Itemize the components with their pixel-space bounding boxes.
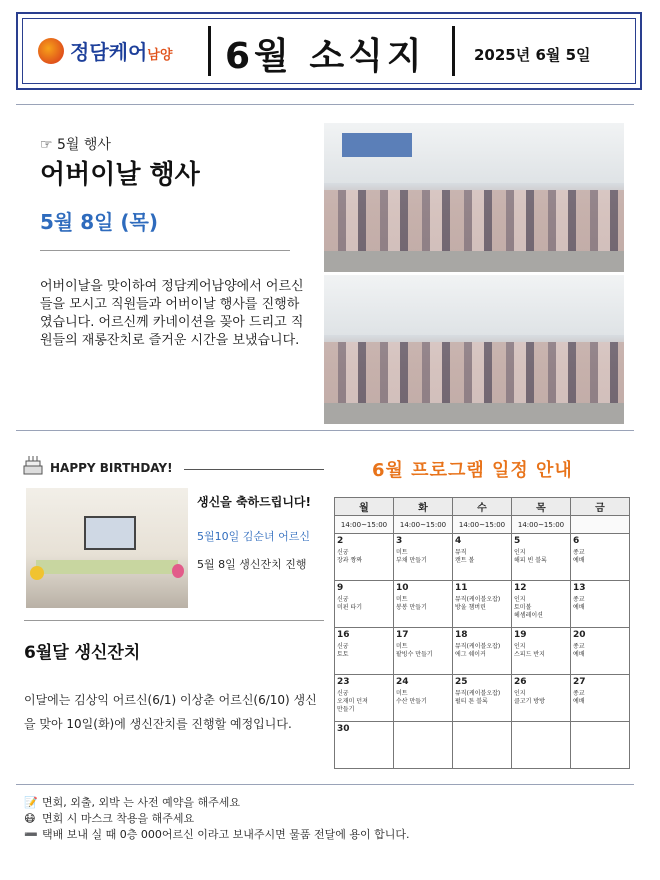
- program-name: [512, 724, 570, 727]
- calendar-day-cell: [512, 581, 571, 628]
- notice-item: [24, 826, 409, 842]
- program-time: 14:00~15:00: [512, 516, 571, 534]
- calendar-day-cell: [571, 628, 630, 675]
- day-number: 9: [337, 583, 344, 593]
- day-number: 3: [396, 536, 403, 546]
- notice-item: [24, 810, 194, 826]
- program-name: [453, 724, 511, 727]
- program-name: 미트 부채 만들기: [396, 549, 427, 564]
- calendar-day-cell: [453, 581, 512, 628]
- event-date-underline: [40, 250, 290, 251]
- event-title: 어버이날 행사: [40, 160, 200, 190]
- notice-text: 면회, 외출, 외박 는 사전 예약을 해주세요: [42, 796, 240, 809]
- june-party-title: 6월달 생신잔치: [24, 643, 141, 663]
- calendar-day-cell: [335, 675, 394, 722]
- program-name: 인지 토미볼 헤셈레이션: [514, 596, 543, 619]
- logo: [70, 36, 172, 65]
- day-number: 10: [396, 583, 409, 593]
- day-number: 11: [455, 583, 468, 593]
- calendar-week-row: [335, 628, 630, 675]
- birthday-party-note: 5월 8일 생신잔치 진행: [197, 558, 307, 571]
- program-time: 14:00~15:00: [453, 516, 512, 534]
- calendar-day-cell: [335, 581, 394, 628]
- day-number: 25: [455, 677, 468, 687]
- program-name: 뮤직(케이블오잡) 에그 쉐이커: [455, 643, 501, 658]
- calendar-day-cell: [571, 581, 630, 628]
- calendar-day-cell: [394, 675, 453, 722]
- weekday-header: 화: [394, 498, 453, 516]
- schedule-calendar: [334, 497, 630, 769]
- birthday-congrats: 생신을 축하드립니다!: [197, 495, 311, 509]
- header-divider-right: [452, 26, 455, 76]
- birthday-section-rule: [24, 620, 324, 621]
- calendar-week-row: [335, 581, 630, 628]
- weekday-header: 목: [512, 498, 571, 516]
- logo-sub-text: 남양: [147, 48, 173, 63]
- dash-icon: ➖: [24, 828, 38, 841]
- day-number: 16: [337, 630, 350, 640]
- weekday-header: 금: [571, 498, 630, 516]
- program-name: 신궁 오재미 던져 만들기: [337, 690, 368, 713]
- program-name: 신궁 장과 짱짜: [337, 549, 363, 564]
- calendar-day-cell: [512, 675, 571, 722]
- newsletter-title: 6월 소식지: [225, 36, 426, 77]
- notice-text: 면회 시 마스크 착용을 해주세요: [42, 812, 195, 825]
- calendar-week-row: [335, 675, 630, 722]
- day-number: 13: [573, 583, 586, 593]
- program-name: 미트 수산 만들기: [396, 690, 427, 705]
- day-number: 5: [514, 536, 521, 546]
- event-description: 어버이날을 맞이하여 정담케어남양에서 어르신들을 모시고 직원들과 어버이날 행사를 진행하였습니다. 어르신께 카네이션을 꽂아 드리고 직원들의 재롱잔치로 즐거운 시간을 보냈습니다.: [40, 279, 304, 348]
- calendar-day-cell: [512, 722, 571, 769]
- birthday-person: 5월10일 김순녀 어르신: [197, 530, 310, 543]
- calendar-day-cell: [394, 534, 453, 581]
- calendar-day-cell: [571, 675, 630, 722]
- program-name: 종교 예배: [573, 549, 585, 564]
- notice-item: [24, 794, 240, 810]
- program-name: 미트 봉봉 만들기: [396, 596, 427, 611]
- birthday-heading: HAPPY BIRTHDAY!: [50, 461, 173, 475]
- program-name: [571, 724, 629, 727]
- section-divider-middle: [16, 430, 634, 431]
- day-number: 20: [573, 630, 586, 640]
- logo-icon: [38, 38, 64, 64]
- section-divider-top: [16, 104, 634, 105]
- program-name: [394, 724, 452, 727]
- calendar-day-cell: [453, 628, 512, 675]
- program-name: 인지 스피드 반지: [514, 643, 545, 658]
- notice-text: 택배 보내 실 때 0층 000어르신 이라고 보내주시면 물품 전달에 용이 합니다.: [42, 828, 410, 841]
- event-photo-bottom: [324, 275, 624, 424]
- day-number: 2: [337, 536, 344, 546]
- event-photo-top: [324, 123, 624, 272]
- event-date: 5월 8일 (목): [40, 210, 158, 234]
- day-number: 18: [455, 630, 468, 640]
- mask-icon: 😷: [24, 812, 36, 825]
- calendar-day-cell: [394, 628, 453, 675]
- calendar-day-cell: [394, 581, 453, 628]
- program-name: 신궁 미핀 타기: [337, 596, 363, 611]
- calendar-weekday-row: [335, 498, 630, 516]
- day-number: 23: [337, 677, 350, 687]
- day-number: 17: [396, 630, 409, 640]
- calendar-day-cell: [453, 675, 512, 722]
- calendar-week-row: [335, 534, 630, 581]
- program-time: 14:00~15:00: [394, 516, 453, 534]
- program-name: 뮤직(케이블오잡) 펄티 튼 블록: [455, 690, 501, 705]
- section-divider-bottom: [16, 784, 634, 785]
- calendar-time-row: [335, 516, 630, 534]
- day-number: 6: [573, 536, 580, 546]
- program-name: 뮤직(케이블오잡) 방울 챔버린: [455, 596, 501, 611]
- calendar-day-cell: [394, 722, 453, 769]
- calendar-day-cell: [512, 534, 571, 581]
- newsletter-date: 2025년 6월 5일: [474, 46, 591, 64]
- program-name: 종교 예배: [573, 690, 585, 705]
- calendar-day-cell: [335, 722, 394, 769]
- program-name: [335, 734, 393, 737]
- program-time: 14:00~15:00: [335, 516, 394, 534]
- day-number: 26: [514, 677, 527, 687]
- calendar-day-cell: [335, 628, 394, 675]
- may-event-label: ☞ 5월 행사: [40, 137, 111, 153]
- calendar-day-cell: [571, 534, 630, 581]
- program-name: 뮤직 캔트 볼: [455, 549, 475, 564]
- calendar-week-row: [335, 722, 630, 769]
- program-name: 신궁 토토: [337, 643, 349, 658]
- program-name: 인지 해피 빈 블록: [514, 549, 547, 564]
- program-time: [571, 516, 630, 534]
- logo-main-text: 정담케어: [70, 40, 148, 64]
- cake-icon: [22, 454, 44, 476]
- day-number: 27: [573, 677, 586, 687]
- calendar-day-cell: [335, 534, 394, 581]
- calendar-day-cell: [453, 722, 512, 769]
- birthday-photo: [26, 488, 188, 608]
- program-name: 종교 예배: [573, 643, 585, 658]
- calendar-day-cell: [512, 628, 571, 675]
- day-number: 24: [396, 677, 409, 687]
- day-number: 30: [337, 724, 350, 734]
- birthday-heading-rule: [184, 469, 324, 470]
- day-number: 19: [514, 630, 527, 640]
- weekday-header: 월: [335, 498, 394, 516]
- program-name: 인지 클고기 방방: [514, 690, 545, 705]
- weekday-header: 수: [453, 498, 512, 516]
- day-number: 4: [455, 536, 462, 546]
- program-name: 미트 팥빙수 만들기: [396, 643, 433, 658]
- june-party-description: 이달에는 김상익 어르신(6/1) 이상춘 어르신(6/10) 생신을 맞아 10일(화)에 생신잔치를 진행할 예정입니다.: [24, 693, 317, 731]
- day-number: 12: [514, 583, 527, 593]
- schedule-title: 6월 프로그램 일정 안내: [372, 460, 573, 481]
- memo-icon: 📝: [24, 796, 38, 809]
- calendar-day-cell: [453, 534, 512, 581]
- header-divider-left: [208, 26, 211, 76]
- program-name: 종교 예배: [573, 596, 585, 611]
- calendar-day-cell: [571, 722, 630, 769]
